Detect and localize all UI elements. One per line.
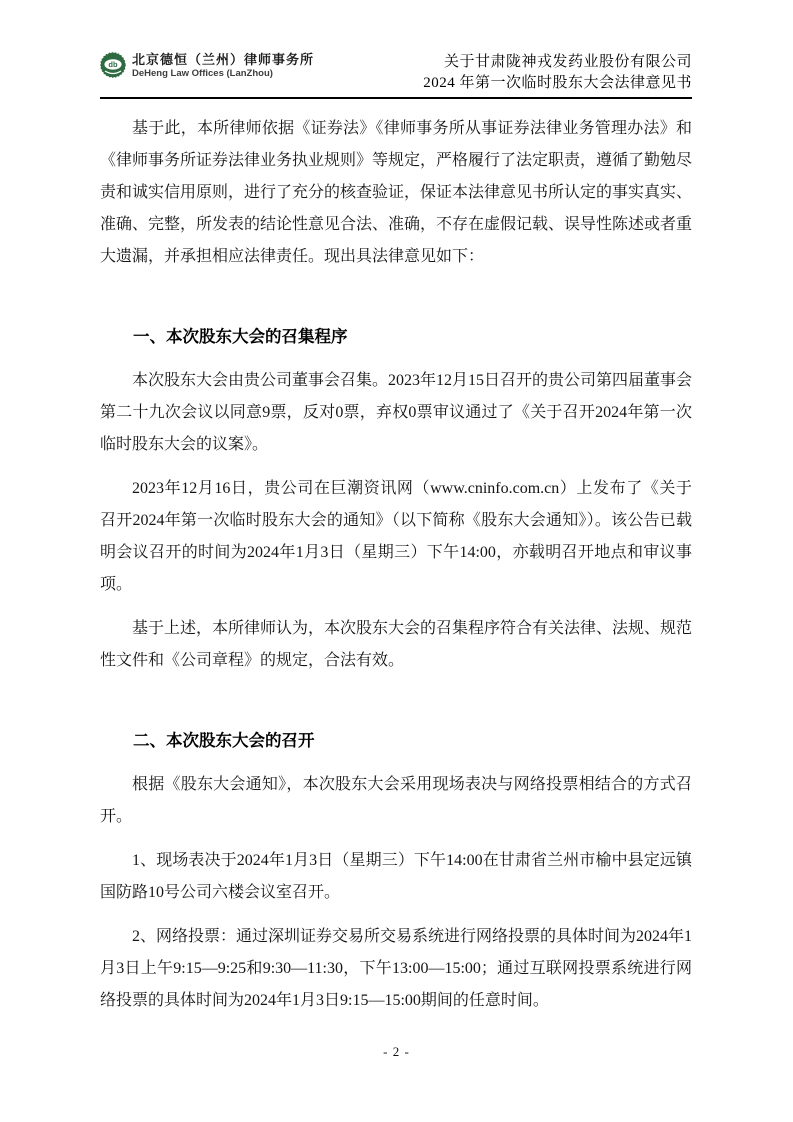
document-body <box>100 113 692 1017</box>
page-content <box>100 52 692 1029</box>
section-1-paragraph: 本次股东大会由贵公司董事会召集。2023年12月15日召开的贵公司第四届董事会第二十九次会议以同意9票，反对0票，弃权0票审议通过了《关于召开2024年第一次临时股东大会的议案》。 <box>100 372 693 453</box>
section-2-paragraph: 根据《股东大会通知》，本次股东大会采用现场表决与网络投票相结合的方式召开。 <box>100 776 692 825</box>
law-firm-block <box>100 52 314 94</box>
document-title-line1: 关于甘肃陇神戎发药业股份有限公司 <box>443 54 692 70</box>
intro-paragraph: 基于此，本所律师依据《证券法》《律师事务所从事证券法律业务管理办法》和《律师事务所证券法律业务执业规则》等规定，严格履行了法定职责，遵循了勤勉尽责和诚实信用原则，进行了充分的核查验证，保证本法律意见书所认定的事实真实、准确、完整，所发表的结论性意见合法、准确，不存在虚假记载、误导性陈述或者重大遗漏，并承担相应法律责任。现出具法律意见如下： <box>100 120 693 265</box>
svg-text:db: db <box>108 60 118 69</box>
section-1-heading: 一、本次股东大会的召集程序 <box>133 328 348 346</box>
section-1-paragraph: 基于上述，本所律师认为，本次股东大会的召集程序符合有关法律、法规、规范性文件和《公司章程》的规定，合法有效。 <box>100 620 693 669</box>
section-2-paragraph: 2、网络投票：通过深圳证券交易所交易系统进行网络投票的具体时间为2024年1月3日上午9:15—9:25和9:30—11:30，下午13:00—15:00；通过互联网投票系统进行网络投票的具体时间为2024年1月3日9:15—15:00期间的任意时间。 <box>100 928 693 1009</box>
firm-name-chinese: 北京德恒（兰州）律师事务所 <box>132 52 315 67</box>
firm-name-english: DeHeng Law Offices (LanZhou) <box>132 68 273 79</box>
page-number: - 2 - <box>383 1044 410 1059</box>
section-2-heading: 二、本次股东大会的召开 <box>133 732 315 750</box>
document-title <box>423 52 692 94</box>
page-header <box>100 52 692 99</box>
deheng-seal-icon <box>100 52 126 78</box>
section-2-paragraph: 1、现场表决于2024年1月3日（星期三）下午14:00在甘肃省兰州市榆中县定远镇国防路10号公司六楼会议室召开。 <box>100 852 692 901</box>
section-1-paragraph: 2023年12月16日，贵公司在巨潮资讯网（www.cninfo.com.cn）上发布了《关于召开2024年第一次临时股东大会的通知》（以下简称《股东大会通知》）。该公告已载明会议召开的时间为2024年1月3日（星期三）下午14:00，亦载明召开地点和审议事项。 <box>100 480 692 593</box>
firm-names <box>132 52 314 80</box>
document-title-line2: 2024 年第一次临时股东大会法律意见书 <box>423 75 692 91</box>
